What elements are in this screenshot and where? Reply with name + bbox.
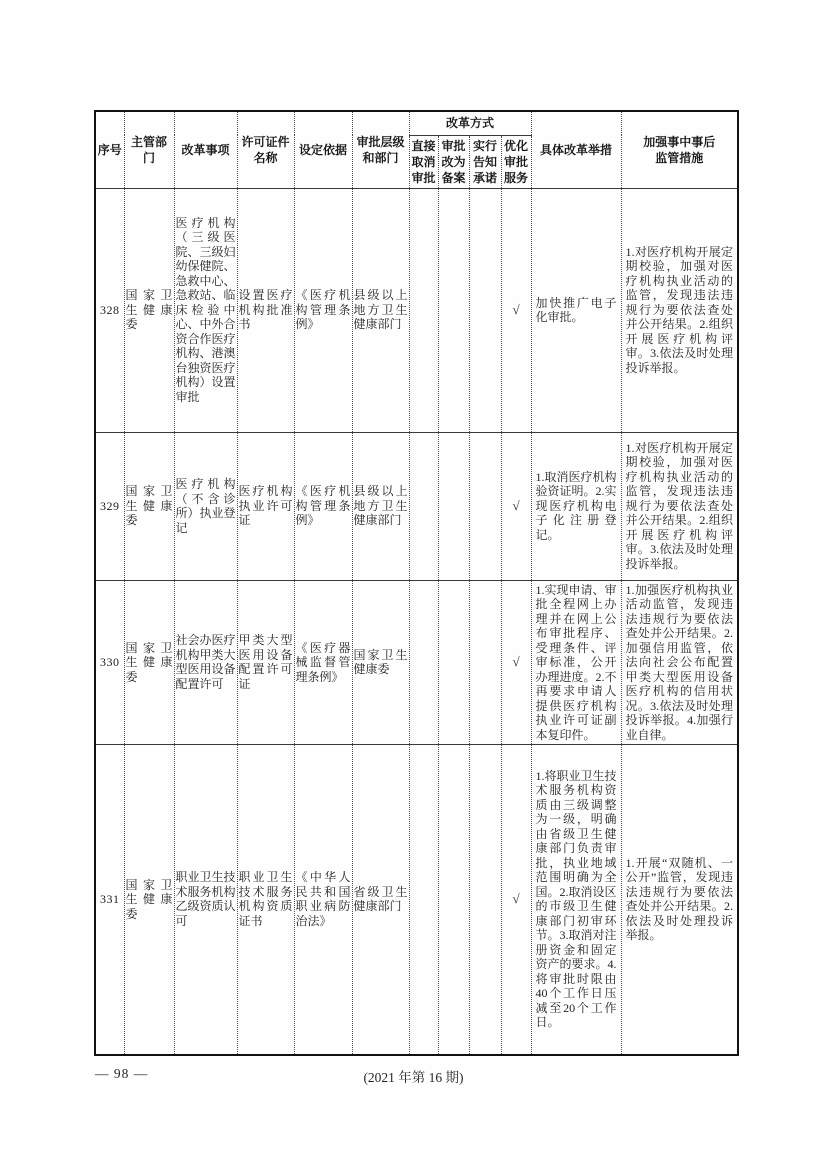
cell-department: 国家卫生健康委 [124, 188, 174, 432]
col-header-method-notify: 实行告知承诺 [469, 135, 501, 188]
page-number: — 98 — [95, 1066, 149, 1081]
cell-measures: 1.实现申请、审批全程网上办理并在网上公布审批程序、受理条件、评审标准，公开办理进度。2.不再要求申请人提供医疗机构执业许可证副本复印件。 [531, 580, 621, 745]
cell-seq: 330 [95, 580, 124, 745]
cell-method-notify [469, 188, 501, 432]
cell-supervision: 1.对医疗机构开展定期校验，加强对医疗机构执业活动的监管，发现违法违规行为要依法查处并公开结果。2.组织开展医疗机构评审。3.依法及时处理投诉举报。 [621, 432, 738, 580]
cell-license: 设置医疗机构批准书 [237, 188, 294, 432]
table-row [95, 432, 738, 580]
cell-supervision: 1.对医疗机构开展定期校验，加强对医疗机构执业活动的监管，发现违法违规行为要依法查处并公开结果。2.组织开展医疗机构评审。3.依法及时处理投诉举报。 [621, 188, 738, 432]
col-header-method-optimize: 优化审批服务 [501, 135, 531, 188]
cell-department: 国家卫生健康委 [124, 745, 174, 1055]
cell-method-direct [409, 580, 438, 745]
cell-level: 县级以上地方卫生健康部门 [352, 432, 409, 580]
issue-label: (2021 年第 16 期) [363, 1070, 464, 1085]
cell-level: 县级以上地方卫生健康部门 [352, 188, 409, 432]
col-header-level: 审批层级和部门 [352, 111, 409, 188]
cell-method-direct [409, 188, 438, 432]
cell-method-optimize-checkmark: √ [501, 432, 531, 580]
col-header-basis: 设定依据 [294, 111, 352, 188]
cell-method-optimize-checkmark: √ [501, 580, 531, 745]
cell-basis: 《中华人民共和国职业病防治法》 [294, 745, 352, 1055]
cell-department: 国家卫生健康委 [124, 432, 174, 580]
cell-seq: 328 [95, 188, 124, 432]
col-header-department: 主管部门 [124, 111, 174, 188]
cell-method-direct [409, 745, 438, 1055]
cell-license: 甲类大型医用设备配置许可证 [237, 580, 294, 745]
table-row [95, 580, 738, 745]
cell-method-record [438, 188, 469, 432]
col-header-method-group: 改革方式 [409, 111, 531, 135]
col-header-method-record: 审批改为备案 [438, 135, 469, 188]
cell-measures: 加快推广电子化审批。 [531, 188, 621, 432]
cell-license: 职业卫生技术服务机构资质证书 [237, 745, 294, 1055]
cell-method-record [438, 432, 469, 580]
col-header-method-direct: 直接取消审批 [409, 135, 438, 188]
cell-method-optimize-checkmark: √ [501, 745, 531, 1055]
cell-basis: 《医疗机构管理条例》 [294, 432, 352, 580]
cell-method-record [438, 580, 469, 745]
table-row [95, 188, 738, 432]
cell-method-notify [469, 745, 501, 1055]
cell-method-notify [469, 432, 501, 580]
page-footer [0, 1066, 827, 1086]
col-header-supervision-label: 加强事中事后监管措施 [643, 134, 716, 165]
col-header-supervision [621, 111, 738, 188]
cell-measures: 1.将职业卫生技术服务机构资质由三级调整为一级，明确由省级卫生健康部门负责审批，执业地域范围明确为全国。2.取消设区的市级卫生健康部门初审环节。3.取消对注册资金和固定资产的要求。4.将审批时限由40个工作日压减至20个工作日。 [531, 745, 621, 1055]
cell-department: 国家卫生健康委 [124, 580, 174, 745]
cell-license: 医疗机构执业许可证 [237, 432, 294, 580]
cell-item: 医疗机构（不含诊所）执业登记 [174, 432, 237, 580]
cell-item: 职业卫生技术服务机构乙级资质认可 [174, 745, 237, 1055]
cell-supervision: 1.加强医疗机构执业活动监管，发现违法违规行为要依法查处并公开结果。2.加强信用监管，依法向社会公布配置甲类大型医用设备医疗机构的信用状况。3.依法及时处理投诉举报。4.加强行业自律。 [621, 580, 738, 745]
cell-supervision: 1.开展“双随机、一公开”监管，发现违法违规行为要依法查处并公开结果。2.依法及时处理投诉举报。 [621, 745, 738, 1055]
cell-measures: 1.取消医疗机构验资证明。2.实现医疗机构电子化注册登记。 [531, 432, 621, 580]
cell-basis: 《医疗机构管理条例》 [294, 188, 352, 432]
cell-seq: 329 [95, 432, 124, 580]
col-header-license: 许可证件名称 [237, 111, 294, 188]
cell-method-direct [409, 432, 438, 580]
header-row-top [95, 111, 738, 135]
col-header-seq: 序号 [95, 111, 124, 188]
col-header-measures: 具体改革举措 [531, 111, 621, 188]
cell-level: 国家卫生健康委 [352, 580, 409, 745]
cell-item: 医疗机构（三级医院、三级妇幼保健院、急救中心、急救站、临床检验中心、中外合资合作医疗机构、港澳台独资医疗机构）设置审批 [174, 188, 237, 432]
approval-reform-table [94, 110, 739, 1056]
cell-item: 社会办医疗机构甲类大型医用设备配置许可 [174, 580, 237, 745]
cell-basis: 《医疗器械监督管理条例》 [294, 580, 352, 745]
table-row [95, 745, 738, 1055]
cell-level: 省级卫生健康部门 [352, 745, 409, 1055]
cell-method-record [438, 745, 469, 1055]
cell-method-optimize-checkmark: √ [501, 188, 531, 432]
cell-method-notify [469, 580, 501, 745]
cell-seq: 331 [95, 745, 124, 1055]
col-header-item: 改革事项 [174, 111, 237, 188]
